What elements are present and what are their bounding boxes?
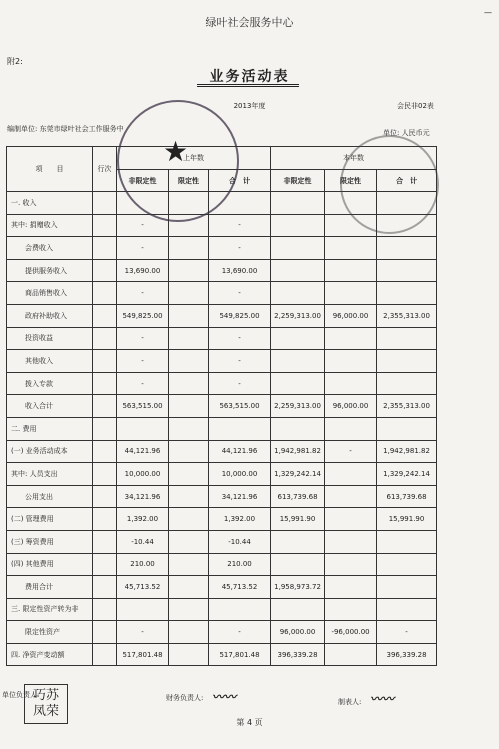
table-cell: 1,392.00 [209,508,271,531]
table-cell: - [209,282,271,305]
table-cell: 1,958,973.72 [271,576,325,599]
table-cell: - [117,350,169,373]
table-cell: 2,355,313.00 [377,304,437,327]
table-cell: 563,515.00 [209,395,271,418]
column-header-restricted: 限定性 [169,170,209,192]
table-cell [117,417,169,440]
table-cell [325,576,377,599]
table-cell: 44,121.96 [209,440,271,463]
table-cell: 549,825.00 [117,304,169,327]
table-cell [377,237,437,260]
table-cell [271,417,325,440]
table-row [7,417,437,440]
table-cell [209,598,271,621]
table-cell: - [209,237,271,260]
table-cell [325,553,377,576]
table-row [7,643,437,666]
table-cell [169,372,209,395]
document-header: 绿叶社会服务中心 [205,16,294,29]
table-cell [169,259,209,282]
table-cell: 1,942,981.82 [377,440,437,463]
table-cell [271,237,325,260]
table-cell [169,576,209,599]
page-number: 第 4 页 [236,718,263,727]
table-cell [271,530,325,553]
table-row [7,621,437,644]
finance-label: 财务负责人: [166,694,204,702]
table-cell: 517,801.48 [117,643,169,666]
table-row [7,304,437,327]
table-cell [169,327,209,350]
table-cell [271,214,325,237]
table-cell [377,327,437,350]
table-cell [169,395,209,418]
table-cell: 15,991.90 [271,508,325,531]
table-cell [169,508,209,531]
table-cell: - [325,440,377,463]
table-cell: 1,942,981.82 [271,440,325,463]
table-cell [325,350,377,373]
org-label: 编制单位: 东莞市绿叶社会工作服务中 [7,125,124,133]
table-cell: 1,329,242.14 [377,463,437,486]
table-cell [325,372,377,395]
table-cell: -10.44 [209,530,271,553]
table-cell: 45,713.52 [209,576,271,599]
table-cell [271,192,325,215]
table-cell: 15,991.90 [377,508,437,531]
seal-star-icon: ★ [163,135,189,168]
table-cell [271,372,325,395]
table-cell [325,485,377,508]
table-cell: 613,739.68 [271,485,325,508]
table-cell [169,237,209,260]
table-cell: - [209,214,271,237]
table-cell: - [209,372,271,395]
table-cell: 96,000.00 [325,304,377,327]
table-row [7,463,437,486]
row-label: 其他收入 [7,350,93,373]
table-row [7,508,437,531]
table-cell: 210.00 [209,553,271,576]
table-cell [271,553,325,576]
row-label: 二. 费用 [7,417,93,440]
row-label: 公用支出 [7,485,93,508]
table-row [7,485,437,508]
table-row [7,259,437,282]
column-header-line: 行次 [93,147,117,192]
table-cell: 396,339.28 [377,643,437,666]
row-label: 限定性资产 [7,621,93,644]
table-row [7,530,437,553]
table-cell: -10.44 [117,530,169,553]
table-row [7,440,437,463]
table-cell [377,259,437,282]
table-cell: - [117,327,169,350]
table-cell: 1,392.00 [117,508,169,531]
table-cell: -96,000.00 [325,621,377,644]
row-label: 收入合计 [7,395,93,418]
table-row [7,372,437,395]
edge-mark: — [484,8,492,17]
row-label: 拨入专款 [7,372,93,395]
table-cell: - [209,350,271,373]
row-label: (二) 管理费用 [7,508,93,531]
table-cell: 96,000.00 [325,395,377,418]
column-header-last-year: 上年数 [117,147,271,170]
table-cell: 45,713.52 [117,576,169,599]
table-cell [169,621,209,644]
table-cell: 10,000.00 [117,463,169,486]
table-cell [169,598,209,621]
table-cell [325,327,377,350]
table-cell [169,553,209,576]
table-cell [117,598,169,621]
table-cell: - [377,621,437,644]
table-cell [271,598,325,621]
column-header-restricted: 限定性 [325,170,377,192]
table-cell [325,463,377,486]
table-cell [377,282,437,305]
table-cell: 563,515.00 [117,395,169,418]
table-row [7,395,437,418]
responsible-label: 单位负责人: [2,691,40,699]
table-row [7,237,437,260]
column-header-total: 合 计 [209,170,271,192]
table-cell: 549,825.00 [209,304,271,327]
table-row [7,553,437,576]
table-cell [377,417,437,440]
table-cell [169,485,209,508]
row-label: (一) 业务活动成本 [7,440,93,463]
table-cell: - [117,237,169,260]
table-cell [271,259,325,282]
table-row [7,282,437,305]
table-cell: 517,801.48 [209,643,271,666]
table-cell [325,643,377,666]
table-cell: 613,739.68 [377,485,437,508]
finance-signature: 〰〰 [212,690,237,704]
row-label: 其中: 捐赠收入 [7,214,93,237]
row-label: 三. 限定性资产转为非 [7,598,93,621]
table-cell: 96,000.00 [271,621,325,644]
column-header-unrestricted: 非限定性 [271,170,325,192]
table-cell [377,553,437,576]
table-cell: 2,259,313.00 [271,304,325,327]
table-cell [377,598,437,621]
table-cell [271,327,325,350]
table-cell: 34,121.96 [209,485,271,508]
table-cell [325,237,377,260]
column-header-unrestricted: 非限定性 [117,170,169,192]
table-cell [377,576,437,599]
row-label: 四. 净资产变动额 [7,643,93,666]
table-cell: 396,339.28 [271,643,325,666]
table-row [7,350,437,373]
table-cell: 1,329,242.14 [271,463,325,486]
table-cell: 44,121.96 [117,440,169,463]
table-cell: - [117,282,169,305]
table-cell [325,598,377,621]
attachment-label: 附2: [7,57,23,66]
table-cell [169,530,209,553]
form-code: 会民非02表 [397,102,434,110]
table-cell [169,282,209,305]
table-cell [377,350,437,373]
table-cell [271,282,325,305]
table-cell [169,643,209,666]
table-cell: - [117,621,169,644]
table-cell [169,350,209,373]
table-cell [325,508,377,531]
row-label: 政府补助收入 [7,304,93,327]
table-cell [325,259,377,282]
column-header-item: 项 目 [7,147,93,192]
row-label: (四) 其他费用 [7,553,93,576]
row-label: 费用合计 [7,576,93,599]
table-row [7,327,437,350]
name-stamp: 巧苏 凤荣 [24,684,68,724]
table-cell [169,463,209,486]
row-label: 一. 收入 [7,192,93,215]
table-cell [169,417,209,440]
table-cell [325,282,377,305]
page-title: 业务活动表 [209,69,290,85]
table-cell: 210.00 [117,553,169,576]
table-cell [325,530,377,553]
row-label: (三) 筹资费用 [7,530,93,553]
table-row [7,598,437,621]
row-label: 其中: 人员支出 [7,463,93,486]
row-label: 商品销售收入 [7,282,93,305]
title-underline [197,86,299,87]
table-row [7,576,437,599]
table-cell [377,372,437,395]
table-cell [377,530,437,553]
preparer-label: 制表人: [338,698,362,706]
table-cell [325,417,377,440]
column-header-this-year: 本年数 [271,147,437,170]
table-cell: 13,690.00 [117,259,169,282]
unit-label: 单位: 人民币元 [383,129,430,137]
table-cell: 10,000.00 [209,463,271,486]
table-cell: 2,355,313.00 [377,395,437,418]
row-label: 提供服务收入 [7,259,93,282]
table-cell: 34,121.96 [117,485,169,508]
table-cell: 2,259,313.00 [271,395,325,418]
column-header-total: 合 计 [377,170,437,192]
table-cell: - [209,327,271,350]
preparer-signature: 〰〰 [370,692,395,706]
table-cell [271,350,325,373]
table-cell [169,440,209,463]
table-cell [169,304,209,327]
faint-seal [340,135,439,234]
table-cell: 13,690.00 [209,259,271,282]
table-cell [209,417,271,440]
row-label: 投资收益 [7,327,93,350]
title-underline [197,84,299,85]
row-label: 会费收入 [7,237,93,260]
report-year: 2013年度 [233,102,266,110]
table-cell: - [117,214,169,237]
table-cell: - [209,621,271,644]
table-cell: - [117,372,169,395]
